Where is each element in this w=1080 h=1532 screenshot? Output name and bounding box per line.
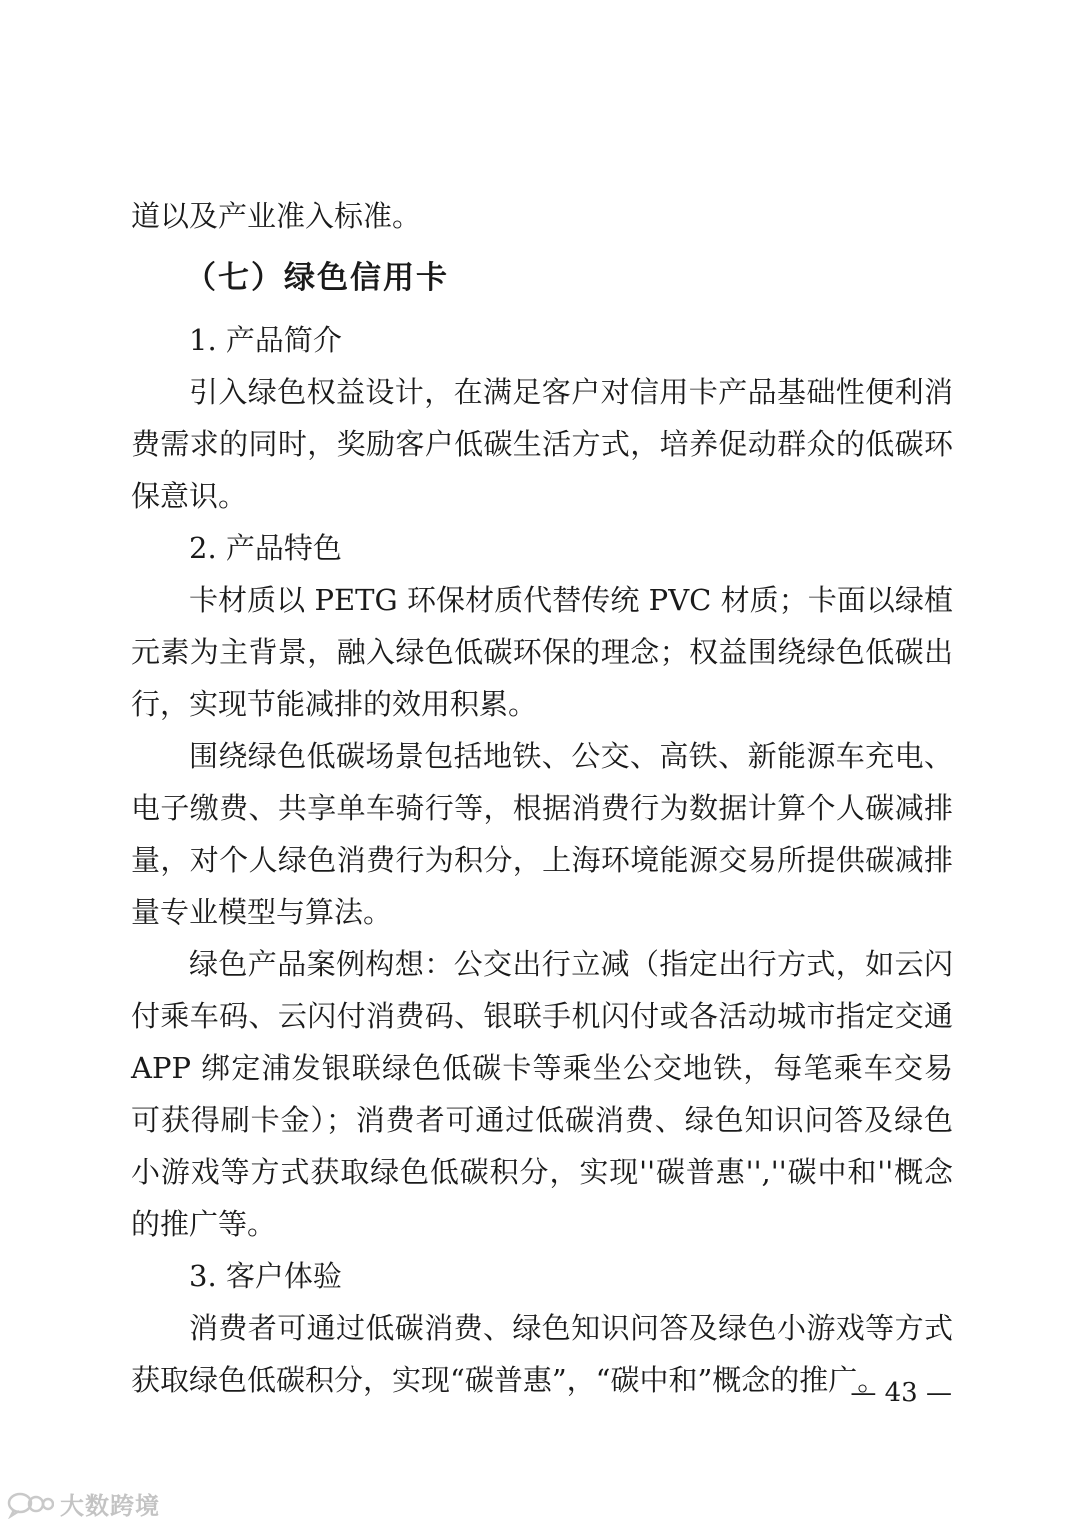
paragraph-card-material: 卡材质以 PETG 环保材质代替传统 PVC 材质；卡面以绿植元素为主背景，融入绿色低碳环保的理念；权益围绕绿色低碳出行，实现节能减排的效用积累。: [131, 583, 953, 721]
watermark-text: 大数跨境: [60, 1492, 160, 1520]
paragraph-green-scenarios: 围绕绿色低碳场景包括地铁、公交、高铁、新能源车充电、电子缴费、共享单车骑行等，根据消费行为数据计算个人碳减排量，对个人绿色消费行为积分，上海环境能源交易所提供碳减排量专业模型与算法。: [131, 739, 953, 929]
chat-bubble-logo-icon: [6, 1489, 54, 1519]
subhead-customer-experience: 3. 客户体验: [189, 1259, 342, 1293]
section-customer-experience: [131, 1250, 953, 1406]
section-product-intro: [131, 314, 953, 522]
subhead-product-features: 2. 产品特色: [189, 531, 342, 565]
paragraph-case-concept: 绿色产品案例构想：公交出行立减（指定出行方式，如云闪付乘车码、云闪付消费码、银联手机闪付或各活动城市指定交通 APP 绑定浦发银联绿色低碳卡等乘坐公交地铁，每笔乘车交易可获得刷卡金）；消费者可通过低碳消费、绿色知识问答及绿色小游戏等方式获取绿色低碳积分，实现''碳普惠'',''碳中和''概念的推广等。: [131, 947, 953, 1241]
document-body: [131, 190, 953, 1406]
continuation-line: 道以及产业准入标准。: [131, 199, 422, 233]
paragraph-customer-experience: 消费者可通过低碳消费、绿色知识问答及绿色小游戏等方式获取绿色低碳积分，实现“碳普惠”，“碳中和”概念的推广。: [131, 1311, 953, 1397]
watermark: [6, 1486, 160, 1521]
paragraph-product-intro: 引入绿色权益设计，在满足客户对信用卡产品基础性便利消费需求的同时，奖励客户低碳生活方式，培养促动群众的低碳环保意识。: [131, 375, 953, 513]
subhead-product-intro: 1. 产品简介: [189, 323, 342, 357]
page-number: — 43 —: [850, 1378, 952, 1408]
section-heading: （七）绿色信用卡: [185, 260, 449, 296]
section-product-features: [131, 522, 953, 1250]
